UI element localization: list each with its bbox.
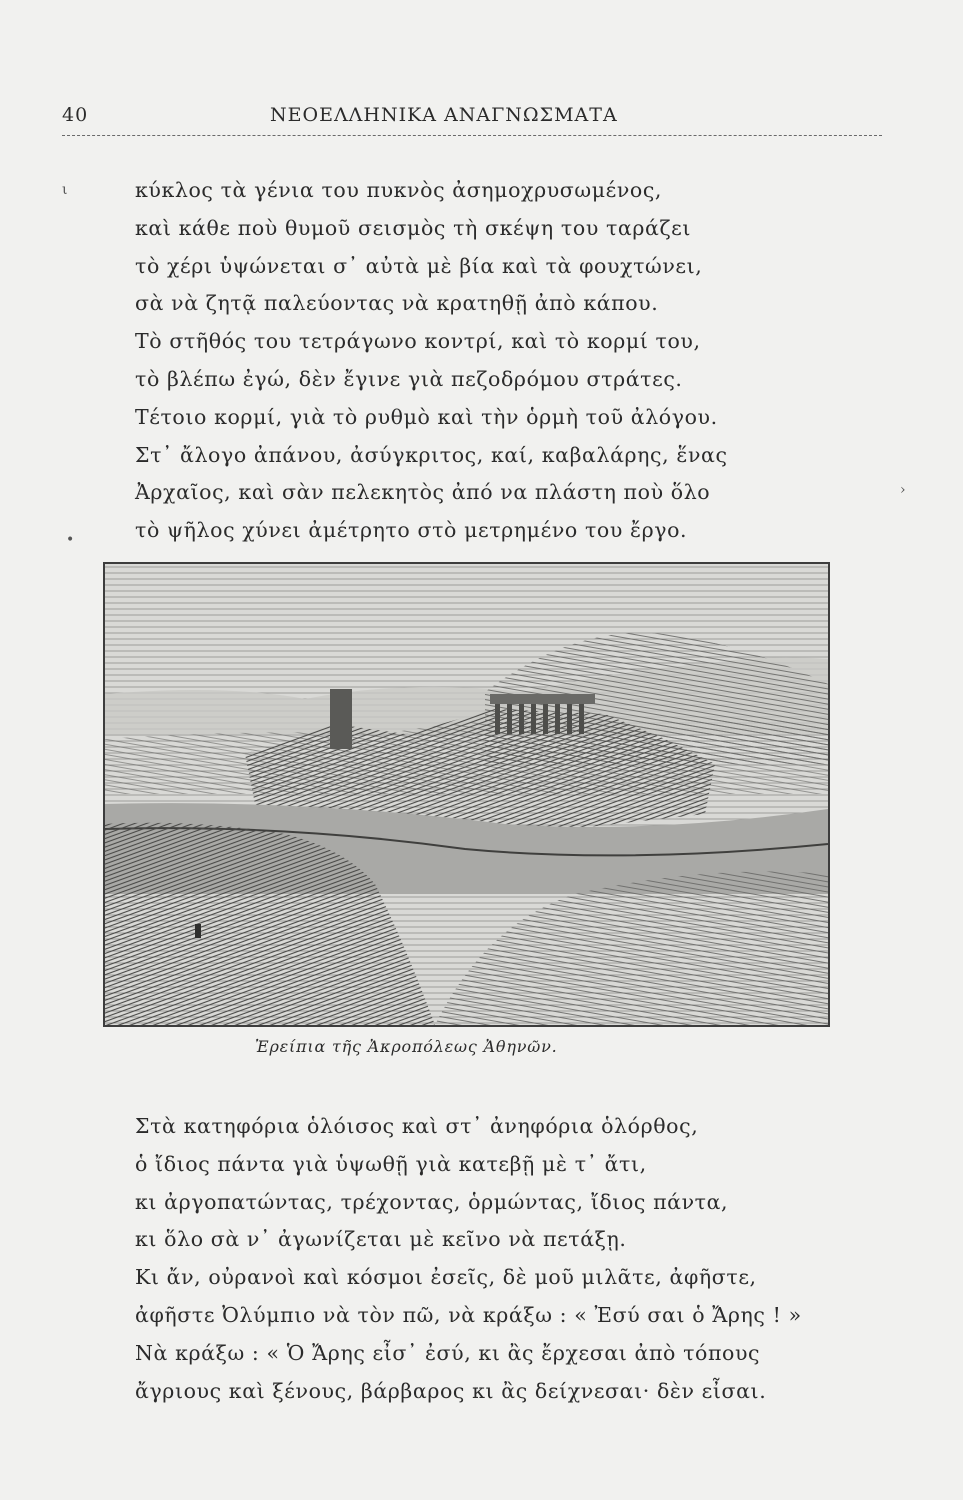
poem-stanza-top xyxy=(135,172,728,550)
acropolis-engraving xyxy=(103,562,830,1027)
poem-stanza-bottom xyxy=(135,1108,802,1410)
verse-line: κι ἀργοπατώντας, τρέχοντας, ὁρμώντας, ἴδιος πάντα, xyxy=(135,1189,729,1214)
verse-line: τὸ ψῆλος χύνει ἀμέτρητο στὸ μετρημένο του ἔργο. xyxy=(135,518,688,543)
margin-tick: › xyxy=(900,482,906,498)
margin-dot: • xyxy=(66,532,75,548)
page-number: 40 xyxy=(62,104,89,126)
running-head xyxy=(62,104,882,134)
running-title: ΝΕΟΕΛΛΗΝΙΚΑ ΑΝΑΓΝΩΣΜΑΤΑ xyxy=(270,104,618,126)
verse-line: Στὰ κατηφόρια ὁλόισος καὶ στ᾽ ἀνηφόρια ὁλόρθος, xyxy=(135,1114,699,1138)
header-rule xyxy=(62,135,882,136)
verse-line: τὸ χέρι ὑψώνεται σ᾽ αὐτὰ μὲ βία καὶ τὰ φουχτώνει, xyxy=(135,253,703,278)
verse-line: σὰ νὰ ζητᾷ παλεύοντας νὰ κρατηθῇ ἀπὸ κάπου. xyxy=(135,291,659,316)
verse-line: καὶ κάθε ποὺ θυμοῦ σεισμὸς τὴ σκέψη του ταράζει xyxy=(135,215,692,240)
verse-line: ἀφῆστε Ὀλύμπιο νὰ τὸν πῶ, νὰ κράξω : « Ἐσύ σαι ὁ Ἄρης ! » xyxy=(135,1302,802,1327)
engraving-drawing xyxy=(105,564,828,1025)
verse-line: Κι ἄν, οὐρανοὶ καὶ κόσμοι ἐσεῖς, δὲ μοῦ μιλᾶτε, ἀφῆστε, xyxy=(135,1265,757,1290)
verse-line: τὸ βλέπω ἐγώ, δὲν ἔγινε γιὰ πεζοδρόμου στράτες. xyxy=(135,366,683,391)
verse-line: Ἀρχαῖος, καὶ σὰν πελεκητὸς ἀπό να πλάστη ποὺ ὅλο xyxy=(135,480,711,505)
verse-line: ὁ ἴδιος πάντα γιὰ ὑψωθῇ γιὰ κατεβῇ μὲ τ᾽ ἄτι, xyxy=(135,1151,647,1176)
verse-line: Τὸ στῆθός του τετράγωνο κοντρί, καὶ τὸ κορμί του, xyxy=(135,329,701,354)
verse-line: ἄγριους καὶ ξένους, βάρβαρος κι ἂς δείχνεσαι· δὲν εἶσαι. xyxy=(135,1378,767,1403)
illustration-caption: Ἐρείπια τῆς Ἀκροπόλεως Ἀθηνῶν. xyxy=(255,1037,558,1056)
verse-line: κι ὅλο σὰ ν᾽ ἀγωνίζεται μὲ κεῖνο νὰ πετάξῃ. xyxy=(135,1227,627,1252)
verse-line: Νὰ κράξω : « Ὁ Ἄρης εἶσ᾽ ἐσύ, κι ἂς ἔρχεσαι ἀπὸ τόπους xyxy=(135,1340,761,1365)
verse-line: Στ᾽ ἄλογο ἀπάνου, ἀσύγκριτος, καί, καβαλάρης, ἕνας xyxy=(135,442,728,467)
figure xyxy=(195,924,201,938)
verse-line: κύκλος τὰ γένια του πυκνὸς ἀσημοχρυσωμένος, xyxy=(135,178,663,202)
frankish-tower xyxy=(330,689,352,749)
verse-line: Τέτοιο κορμί, γιὰ τὸ ρυθμὸ καὶ τὴν ὁρμὴ τοῦ ἀλόγου. xyxy=(135,404,718,429)
margin-tick: ι xyxy=(62,182,68,198)
